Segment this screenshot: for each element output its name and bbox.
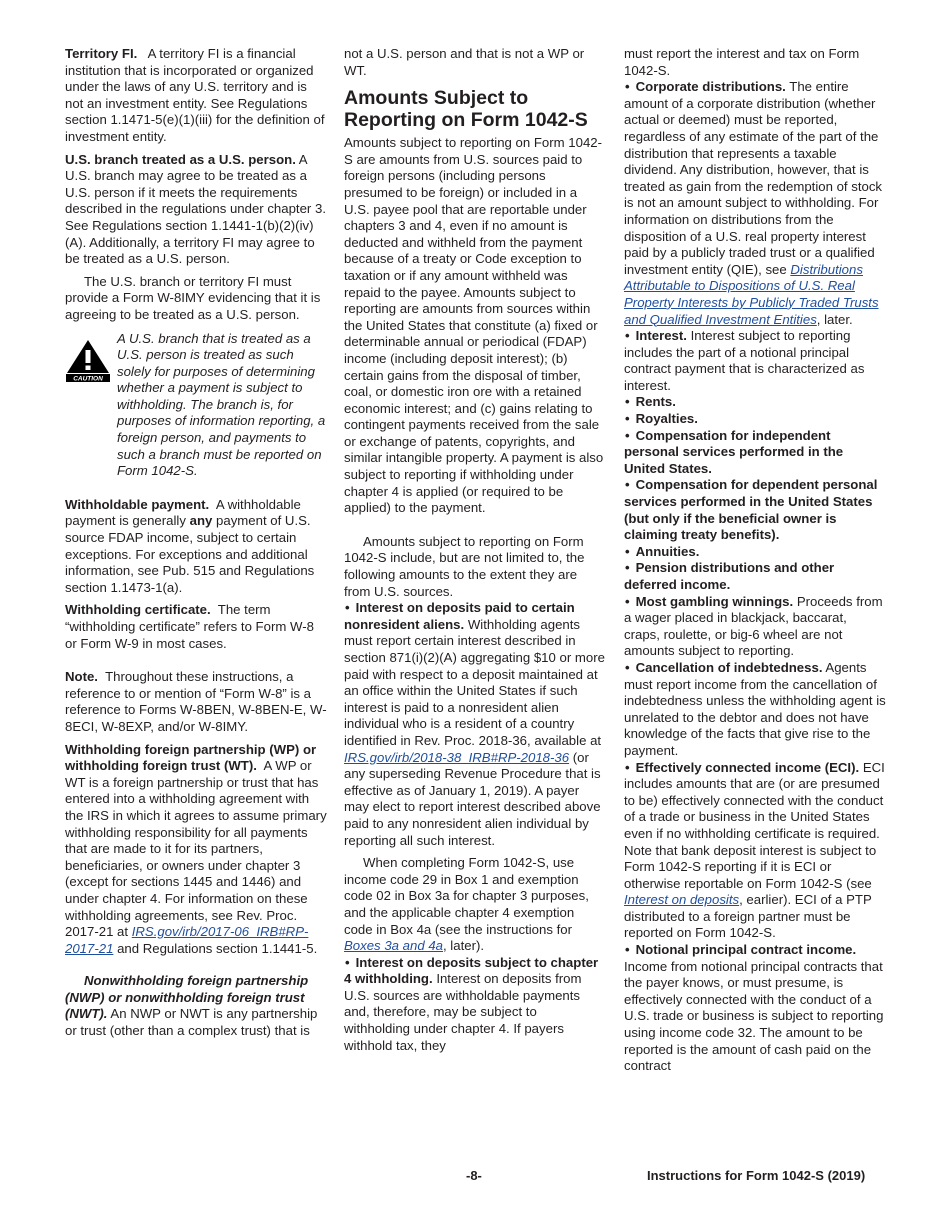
bullet-independent-services (624, 428, 886, 478)
eci-title: Effectively connected income (ECI). (635, 759, 860, 775)
cancellation-body: Agents must report income from the cancellation of indebtedness unless the withholding agent is unrelated to the debtor and does not have knowledge of the facts that give rise to the payment. (624, 659, 886, 758)
interest-on-deposits-link[interactable]: Interest on deposits (624, 892, 740, 908)
caution-text: A U.S. branch that is treated as a U.S. person is treated as such solely for purposes of determining whether a payment is subject to withholding. The branch is, for purposes of information reporting, a foreign person, and payments to such a branch must be reported on Form 1042-S. (117, 330, 326, 479)
pension-title: Pension distributions and other deferred income. (624, 560, 835, 592)
rents-title: Rents. (635, 394, 676, 410)
bullet-notional (624, 942, 886, 1075)
bullet-chapter4-body: Interest on deposits from U.S. sources are withholdable payments and, therefore, may be subject to withholding under chapter 4. If payers withhold tax, they (344, 971, 582, 1053)
corporate-distributions-end: , later. (816, 311, 853, 327)
note-title: Note. (65, 669, 98, 685)
note-body: Throughout these instructions, a reference to or mention of “Form W-8” is a reference to Forms W-8BEN, W-8BEN-E, W-8ECI, W-8EXP, and/or W-8IMY. (65, 669, 327, 734)
boxes-3a-4a-link[interactable]: Boxes 3a and 4a (344, 938, 443, 954)
eci-end: , earlier). ECI of a PTP distributed to a foreign partner must be reported on Form 1042-S. (624, 892, 872, 941)
wp-para (65, 742, 327, 958)
corporate-distributions-title: Corporate distributions. (635, 79, 786, 95)
page-number: -8- (466, 1168, 482, 1183)
bullet-interest (624, 328, 886, 394)
corporate-distributions-body: The entire amount of a corporate distribution (whether actual or deemed) must be reported, regardless of any estimate of the part of the distribution that represents a taxable dividend. Any distribution, however, that is treated as gain from the redemption of stock is not an amount subject to withholding. For information on distributions from the disposition of a U.S. real property interest paid by a publicly traded trust or a qualified investment entity (QIE), see (624, 79, 883, 277)
cancellation-title: Cancellation of indebtedness. (635, 659, 823, 675)
bullet-interest-deposits-end: (or any superseding Revenue Procedure that is effective as of January 1, 2019). A payer may elect to report interest described above paid to any nonresident alien individual by reporting all such interest. (344, 749, 601, 848)
completing-text: When completing Form 1042-S, use income code 29 in Box 1 and exemption code 02 in Box 3a for chapter 3 purposes, and the applicable chapter 4 exemption code in Box 4a (see the instructions for (344, 855, 589, 937)
rp-2018-36-link[interactable]: IRS.gov/irb/2018-38_IRB#RP-2018-36 (344, 749, 570, 765)
withholdable-title: Withholdable payment. (65, 496, 210, 512)
withholdable-any: any (189, 513, 213, 529)
nwp-body: An NWP or NWT is any partnership or trust (other than a complex trust) that is (65, 1006, 318, 1039)
bullet-pension (624, 560, 886, 593)
footer-title: Instructions for Form 1042-S (2019) (647, 1168, 866, 1183)
dependent-services-title: Compensation for dependent personal services performed in the United States (but only if the beneficial owner is claiming treaty benefits). (624, 477, 878, 543)
caution-icon (65, 337, 111, 383)
nwp-para (65, 973, 327, 1039)
territory-fi-para (65, 46, 327, 146)
bullet-corporate-distributions (624, 79, 886, 328)
gambling-body: Proceeds from a wager placed in blackjack, baccarat, craps, roulette, or big-6 wheel are not amounts subject to reporting. (624, 593, 883, 659)
nwp-title: Nonwithholding foreign partnership (NWP) or nonwithholding foreign trust (NWT). (65, 973, 309, 1022)
wp-continued: not a U.S. person and that is not a WP or WT. (344, 46, 585, 78)
completing-end: , later). (442, 938, 485, 954)
branch-body: A U.S. branch may agree to be treated as a U.S. person if it meets the requirements described in the regulations under chapter 3. See Regulations section 1.1441-1(b)(2)(iv)(A). Additionally, a territory FI may agree to be treated as a U.S. person. (65, 151, 326, 267)
royalties-title: Royalties. (635, 411, 698, 427)
interest-title: Interest. (635, 328, 687, 344)
branch-title: U.S. branch treated as a U.S. person. (65, 151, 296, 167)
wp-end: and Regulations section 1.1441-5. (117, 940, 318, 956)
col3-continued: must report the interest and tax on Form 1042-S. (624, 46, 860, 78)
interest-body: Interest subject to reporting includes the part of a notional principal contract payment that is characterized as interest. (624, 328, 865, 393)
cert-title: Withholding certificate. (65, 602, 211, 618)
bullet-interest-deposits-body: Withholding agents must report certain interest described in section 871(i)(2)(A) aggregating $10 or more paid with respect to a deposit maintained at an office within the United States if such interest is paid to a nonresident alien individual who is a resident of a country identified in Rev. Proc. 2018-36, available at (344, 616, 605, 748)
independent-services-title: Compensation for independent personal services performed in the United States. (624, 427, 844, 476)
bullet-interest-deposits (344, 600, 606, 849)
bullet-chapter4 (344, 955, 606, 1055)
gambling-title: Most gambling winnings. (635, 593, 794, 609)
bullet-royalties (624, 411, 886, 428)
cert-para (65, 602, 327, 652)
withholdable-para (65, 497, 327, 597)
eci-body: ECI includes amounts that are (or are presumed to be) effectively connected with the conduct of a trade or business in the United States even if no withholding certificate is required. Note that bank deposit interest is subject to Form 1042-S reporting if it is ECI or otherwise reportable on Form 1042-S (see (624, 759, 885, 891)
column-2 (344, 46, 606, 1054)
annuities-title: Annuities. (635, 543, 700, 559)
note-para (65, 669, 327, 735)
bullet-eci (624, 760, 886, 943)
section-heading: Amounts Subject to Reporting on Form 1042-S (344, 87, 588, 132)
bullet-annuities (624, 544, 886, 561)
territory-fi-body: A territory FI is a financial institution that is incorporated or organized under the laws of any U.S. territory and is not an investment entity. See Regulations section 1.1471-5(e)(1)(iii) for the definition of investment entity. (65, 46, 325, 144)
withholdable-text-b: payment of U.S. source FDAP income, subject to certain exceptions. For exceptions and additional information, see Pub. 515 and Regulations section 1.1473-1(a). (65, 513, 315, 595)
bullet-chapter4-title: Interest on deposits subject to chapter 4 withholding. (344, 954, 599, 987)
territory-fi-title: Territory FI. (65, 46, 138, 61)
notional-title: Notional principal contract income. (635, 942, 857, 958)
column-1 (65, 46, 327, 1040)
caution-label: CAUTION (73, 375, 103, 382)
amounts-para-2: Amounts subject to reporting on Form 1042-S include, but are not limited to, the following amounts to the extent they are from U.S. sources. (344, 533, 585, 599)
wp-link[interactable]: IRS.gov/irb/2017-06_IRB#RP-2017-21 (65, 924, 309, 956)
withholdable-text-a: A withholdable payment is generally (65, 496, 301, 529)
branch-para-2: The U.S. branch or territory FI must provide a Form W-8IMY evidencing that it is agreeing to be treated as a U.S. person. (65, 273, 321, 322)
bullet-gambling (624, 594, 886, 660)
bullet-dependent-services (624, 477, 886, 543)
completing-para (344, 855, 606, 955)
column-3 (624, 46, 886, 1075)
wp-title: Withholding foreign partnership (WP) or withholding foreign trust (WT). (65, 741, 317, 774)
branch-para (65, 152, 327, 268)
bullet-rents (624, 394, 886, 411)
cert-body: The term “withholding certificate” refers to Form W-8 or Form W-9 in most cases. (65, 602, 314, 651)
amounts-para-1: Amounts subject to reporting on Form 1042-S are amounts from U.S. sources paid to foreign persons (including persons presumed to be foreign) or included in a U.S. payee pool that are reportable under chapters 3 and 4, even if no amount is deducted and withheld from the payment because of a treaty or Code exception to taxation or if any amount withheld was repaid to the payee. Amounts subject to reporting are amounts from sources within the United States that constitute (a) fixed or determinable annual or periodical (FDAP) income (including deposit interest); (b) certain gains from the disposal of timber, coal, or domestic iron ore with a retained economic interest; and (c) gains relating to contingent payments received from the sale or exchange of patents, copyrights, and similar intangible property. A payment is also subject to reporting if withholding under chapter 4 is applied (or required to be applied) to the payment. (344, 135, 604, 516)
caution-note (65, 331, 327, 480)
distributions-link[interactable]: Distributions Attributable to Dispositions of U.S. Real Property Interests by Publicly Traded Trusts and Qualified Investment Entities (624, 261, 879, 327)
notional-body: Income from notional principal contracts that the payer knows, or must presume, is effectively connected with the conduct of a U.S. trade or business is subject to reporting using income code 32. The amount to be reported is the amount of cash paid on the contract (624, 958, 884, 1074)
bullet-cancellation (624, 660, 886, 760)
bullet-interest-deposits-title: Interest on deposits paid to certain nonresident aliens. (344, 600, 575, 632)
wp-body: A WP or WT is a foreign partnership or trust that has entered into a withholding agreement with the IRS in which it agrees to assume primary withholding responsibility for all payments that are made to it for its partners, beneficiaries, or owners under chapter 3 (except for sections 1445 and 1446) and under chapter 4. For information on these withholding agreements, see Rev. Proc. 2017-21 at (65, 758, 327, 940)
